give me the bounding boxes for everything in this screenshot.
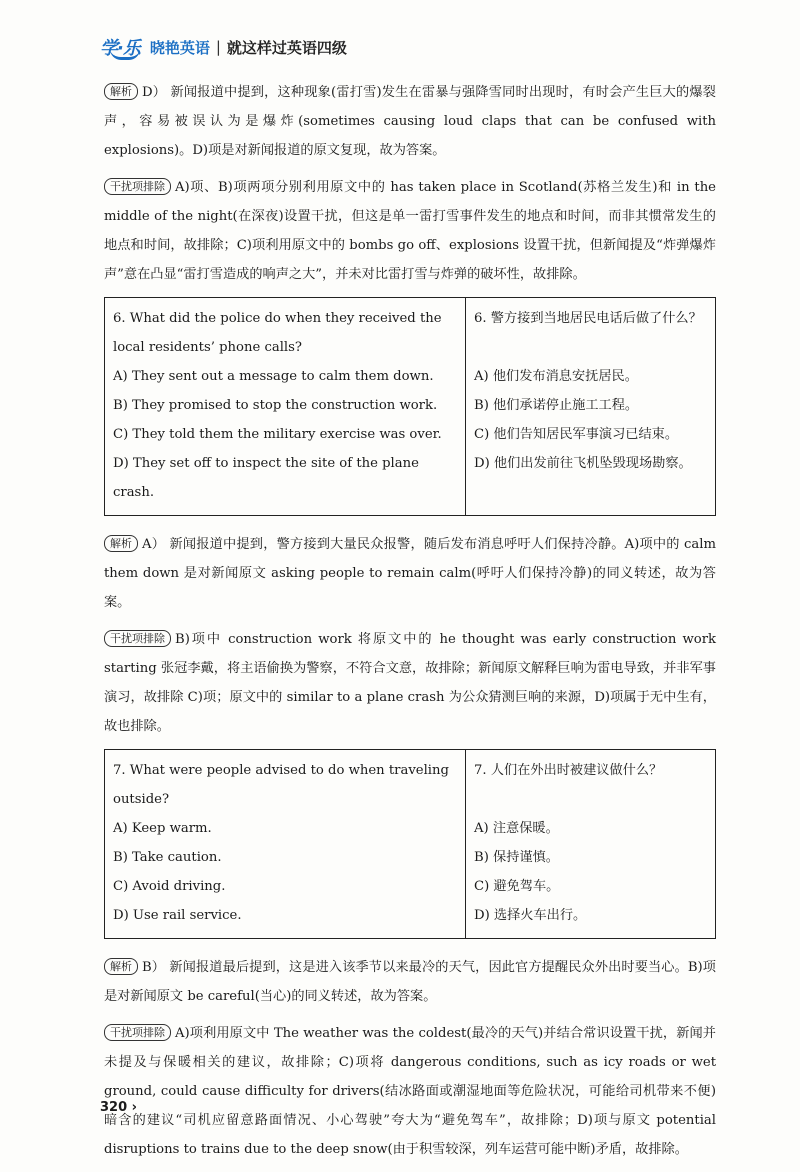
page-content — [104, 78, 716, 1172]
analysis-q6-text: A） 新闻报道中提到，警方接到大量民众报警，随后发布消息呼吁人们保持冷静。A)项中的 calm them down 是对新闻原文 asking people to remain calm(呼吁人们保持冷静)的同义转述，故为答案。 — [104, 537, 716, 610]
q6-option-c-en: C) They told them the military exercise was over. — [113, 427, 442, 442]
analysis-q7 — [104, 953, 716, 1011]
q7-option-a-zh: A) 注意保暖。 — [474, 821, 559, 836]
q6-chinese — [466, 298, 716, 516]
distractor-q5-text: A)项、B)项两项分别利用原文中的 has taken place in Scotland(苏格兰发生)和 in the middle of the night(在深夜)设置干扰，但这是单一雷打雪事件发生的地点和时间，而非其惯常发生的地点和时间，故排除；C)项利用原文中的 bombs go off、explosions 设置干扰，但新闻提及“炸弹爆炸声”意在凸显“雷打雪造成的响声之大”，并未对比雷打雪与炸弹的破坏性，故排除。 — [104, 180, 716, 282]
q6-option-b-zh: B) 他们承诺停止施工工程。 — [474, 398, 639, 413]
question-7-table — [104, 749, 716, 939]
q6-option-c-zh: C) 他们告知居民军事演习已结束。 — [474, 427, 679, 442]
q6-question-en: 6. What did the police do when they received the local residents’ phone calls? — [113, 311, 442, 355]
q7-spacer — [474, 785, 707, 814]
q7-chinese — [466, 750, 716, 939]
q7-option-d-zh: D) 选择火车出行。 — [474, 908, 587, 923]
q6-option-d-en: D) They set off to inspect the site of the plane crash. — [113, 456, 419, 500]
brand-logo — [100, 34, 140, 60]
book-title: 就这样过英语四级 — [226, 38, 347, 57]
header-separator: | — [215, 38, 221, 56]
q6-english — [105, 298, 466, 516]
q7-question-en: 7. What were people advised to do when traveling outside? — [113, 763, 449, 807]
analysis-tag: 解析 — [104, 535, 138, 552]
q6-option-a-zh: A) 他们发布消息安抚居民。 — [474, 369, 638, 384]
q7-option-c-en: C) Avoid driving. — [113, 879, 226, 894]
page-number: 320 › — [100, 1100, 138, 1115]
question-6-table — [104, 297, 716, 516]
q7-option-a-en: A) Keep warm. — [113, 821, 212, 836]
q6-option-a-en: A) They sent out a message to calm them down. — [113, 369, 434, 384]
distractor-tag: 干扰项排除 — [104, 630, 171, 647]
analysis-q5-text: D） 新闻报道中提到，这种现象(雷打雪)发生在雷暴与强降雪同时出现时，有时会产生巨大的爆裂声，容易被误认为是爆炸(sometimes causing loud claps that can be confused with explosions)。D)项是对新闻报道的原文复现，故为答案。 — [104, 85, 716, 158]
q7-question-zh: 7. 人们在外出时被建议做什么？ — [474, 763, 663, 778]
distractor-q5 — [104, 173, 716, 289]
q6-question-zh: 6. 警方接到当地居民电话后做了什么？ — [474, 311, 702, 326]
q7-english — [105, 750, 466, 939]
q7-option-d-en: D) Use rail service. — [113, 908, 242, 923]
analysis-q6 — [104, 530, 716, 617]
distractor-tag: 干扰项排除 — [104, 1024, 171, 1041]
q6-option-d-zh: D) 他们出发前往飞机坠毁现场勘察。 — [474, 456, 692, 471]
logo-swoosh-icon — [110, 49, 140, 60]
page-header — [100, 32, 347, 62]
analysis-q7-text: B） 新闻报道最后提到，这是进入该季节以来最冷的天气，因此官方提醒民众外出时要当心。B)项是对新闻原文 be careful(当心)的同义转述，故为答案。 — [104, 960, 716, 1004]
distractor-q7-text: A)项利用原文中 The weather was the coldest(最冷的天气)并结合常识设置干扰，新闻并未提及与保暖相关的建议，故排除；C)项将 dangerous conditions, such as icy roads or wet ground, could cause difficulty for drivers(结冰路面或潮湿地面等危险状况，可能给司机带来不便)暗含的建议“司机应留意路面情况、小心驾驶”夸大为“避免驾车”，故排除；D)项与原文 potential disruptions to trains due to the deep snow(由于积雪较深，列车运营可能中断)矛盾，故排除。 — [104, 1026, 716, 1157]
analysis-q5 — [104, 78, 716, 165]
distractor-q6 — [104, 625, 716, 741]
logo-mark: 学·乐 — [100, 38, 140, 59]
q7-option-b-en: B) Take caution. — [113, 850, 222, 865]
q6-option-b-en: B) They promised to stop the construction work. — [113, 398, 438, 413]
distractor-q6-text: B)项中 construction work 将原文中的 he thought was early construction work starting 张冠李戴，将主语偷换为警察，不符合文意，故排除；新闻原文解释巨响为雷电导致，并非军事演习，故排除 C)项；原文中的 similar to a plane crash 为公众猜测巨响的来源，D)项属于无中生有，故也排除。 — [104, 632, 716, 734]
q6-spacer — [474, 333, 707, 362]
distractor-q7 — [104, 1019, 716, 1164]
q7-option-b-zh: B) 保持谨慎。 — [474, 850, 559, 865]
brand-name: 晓艳英语 — [149, 38, 210, 57]
q7-option-c-zh: C) 避免驾车。 — [474, 879, 560, 894]
analysis-tag: 解析 — [104, 958, 138, 975]
distractor-tag: 干扰项排除 — [104, 178, 171, 195]
analysis-tag: 解析 — [104, 83, 138, 100]
